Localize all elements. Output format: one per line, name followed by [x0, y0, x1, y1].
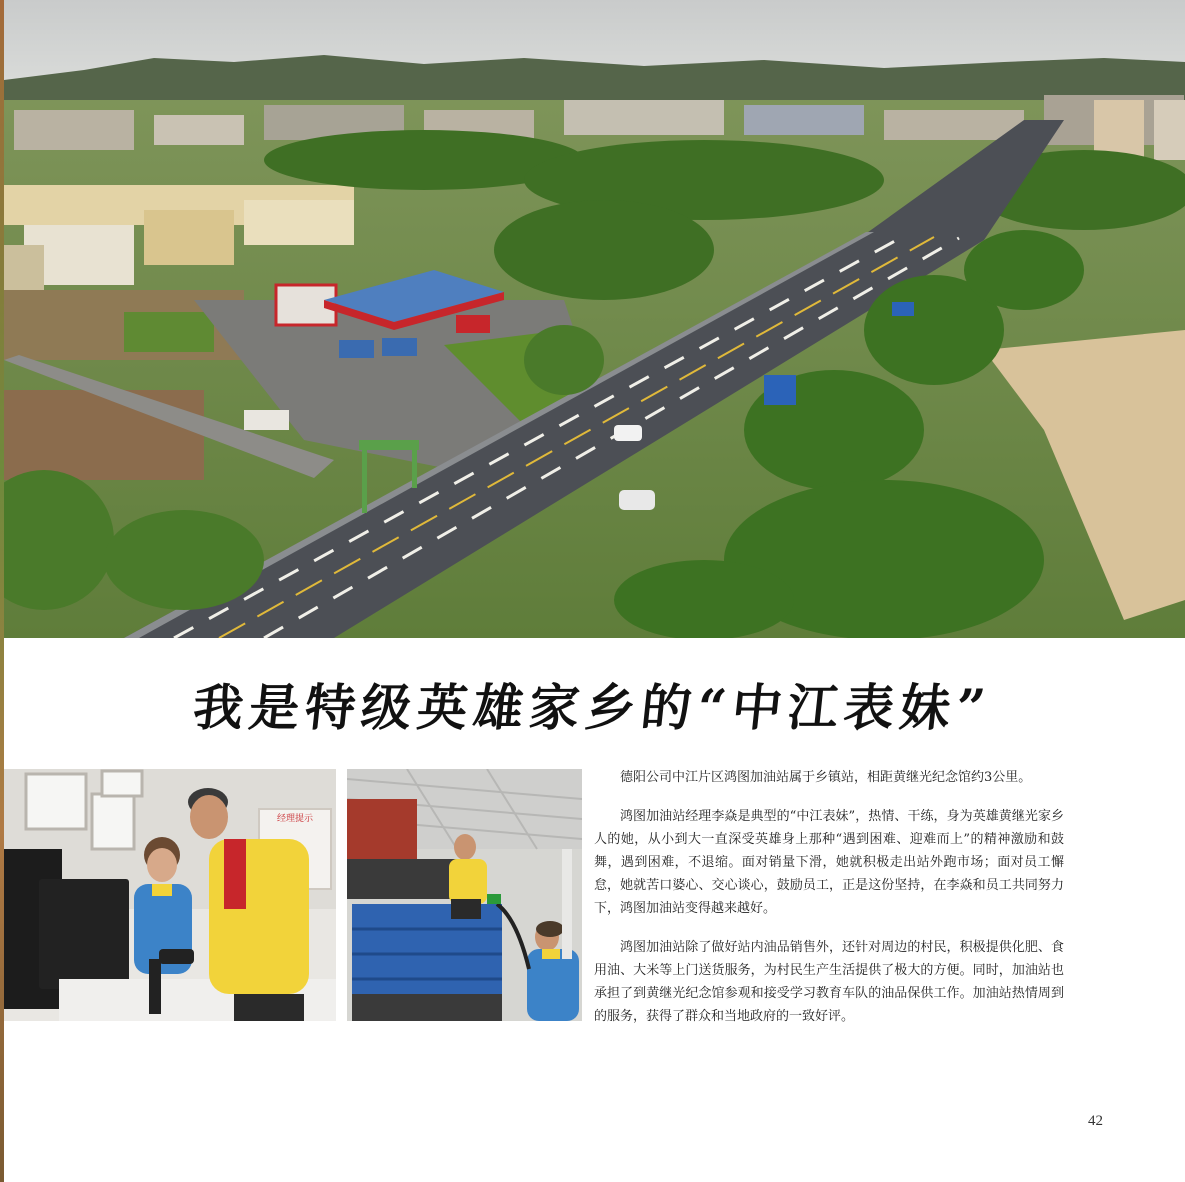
article-paragraph: 德阳公司中江片区鸿图加油站属于乡镇站，相距黄继光纪念馆约3公里。	[620, 770, 1032, 785]
truck-refuel-photo	[347, 769, 582, 1021]
wall-sign-text: 经理提示	[276, 814, 314, 824]
white-car	[614, 425, 642, 441]
article-body	[594, 766, 1064, 1044]
page-number: 42	[1088, 1113, 1103, 1129]
station-gate	[359, 440, 419, 450]
road-sign	[764, 375, 796, 405]
article-paragraph: 鸿图加油站除了做好站内油品销售外，还针对周边的村民，积极提供化肥、食用油、大米等上门送货服务，为村民生产生活提供了极大的方便。同时，加油站也承担了到黄继光纪念馆参观和接受学习教育车队的油品保供工作。加油站热情周到的服务，获得了群众和当地政府的一致好评。	[594, 940, 1064, 1024]
article-title: 我是特级英雄家乡的“中江表妹”	[190, 678, 994, 737]
office-staff-photo	[4, 769, 336, 1021]
article-paragraph: 鸿图加油站经理李焱是典型的“中江表妹”，热情、干练，身为英雄黄继光家乡人的她，从小到大一直深受英雄身上那种“遇到困难、迎难而上”的精神激励和鼓舞，遇到困难，不退缩。面对销量下滑，她就积极走出站外跑市场；面对员工懈怠，她就苦口婆心、交心谈心，鼓励员工，正是这份坚持，在李焱和员工共同努力下，鸿图加油站变得越来越好。	[594, 809, 1064, 916]
aerial-gas-station-photo	[4, 0, 1185, 638]
